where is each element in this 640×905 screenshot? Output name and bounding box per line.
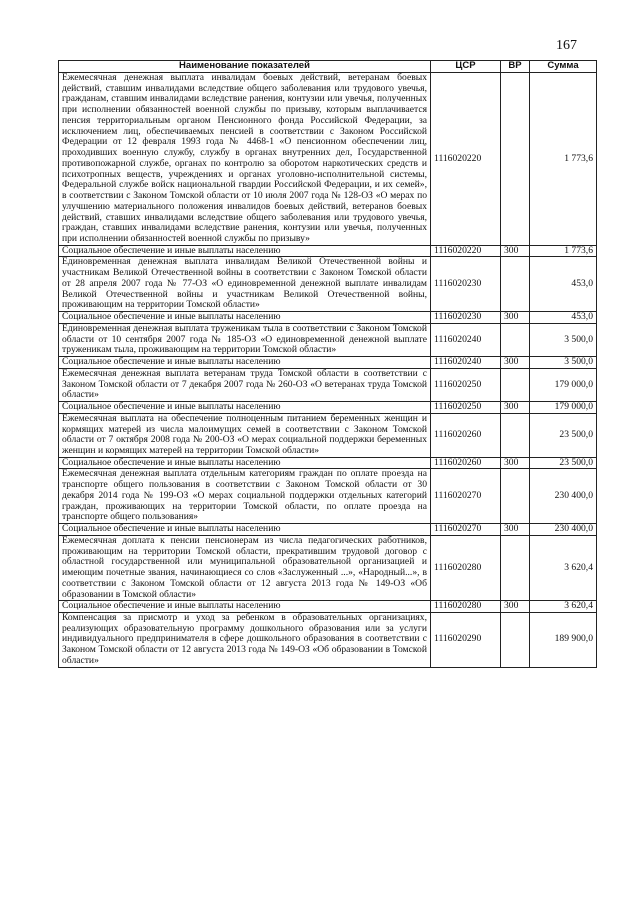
row-name: Ежемесячная денежная выплата инвалидам боевых действий, ветеранам боевых действий, ставшим инвалидами вследствие общего заболевания или трудового увечья, гражданам, ставшим инвалидами вследствие ранения, контузии или увечья, полученных при исполнении обязанностей военной службы по призыву, которым выплачивается пенсия территориальным органом Пенсионного фонда Российской Федерации, за исключением лиц, обеспечиваемых пенсией в соответствии с Законом Российской Федерации от 12 февраля 1993 года № 4468-1 «О пенсионном обеспечении лиц, проходивших военную службу, службу в органах внутренних дел, Государственной противопожарной службе, органах по контролю за оборотом наркотических средств и психотропных веществ, учреждениях и органах уголовно-исполнительной системы, Федеральной службе войск национальной гвардии Российской Федерации, и их семей», в соответствии с Законом Томской области от 10 июля 2007 года № 128-ОЗ «О мерах по улучшению материального положения инвалидов боевых действий, ветеранов боевых действий, ставших инвалидами вследствие общего заболевания или трудового увечья, граждан, ставших инвалидами вследствие ранения, контузии или увечья, полученных при исполнении обязанностей военной службы по призыву» <box>59 73 431 246</box>
row-sum: 1 773,6 <box>530 73 597 246</box>
row-csr: 1116020280 <box>431 601 501 613</box>
row-csr: 1116020260 <box>431 457 501 469</box>
table-row <box>59 73 597 246</box>
row-sum: 1 773,6 <box>530 245 597 257</box>
row-csr: 1116020250 <box>431 402 501 414</box>
row-sum: 23 500,0 <box>530 413 597 457</box>
row-sum: 453,0 <box>530 312 597 324</box>
row-name: Единовременная денежная выплата труженикам тыла в соответствии с Законом Томской области от 10 сентября 2007 года № 185-ОЗ «О единовременной денежной выплате труженикам тыла, проживающим на территории Томской области» <box>59 323 431 356</box>
row-vr <box>501 73 530 246</box>
header-vr: ВР <box>501 61 530 73</box>
row-sum: 179 000,0 <box>530 368 597 401</box>
row-vr <box>501 535 530 600</box>
row-vr <box>501 612 530 667</box>
row-csr: 1116020250 <box>431 368 501 401</box>
row-csr: 1116020220 <box>431 73 501 246</box>
row-csr: 1116020280 <box>431 535 501 600</box>
table-header-row <box>59 61 597 73</box>
row-name: Ежемесячная выплата на обеспечение полноценным питанием беременных женщин и кормящих матерей из числа малоимущих семей в соответствии с Законом Томской области от 7 октября 2008 года № 200-ОЗ «О мерах социальной поддержки беременных женщин и кормящих матерей на территории Томской области» <box>59 413 431 457</box>
row-vr <box>501 413 530 457</box>
row-sum: 230 400,0 <box>530 524 597 536</box>
table-row <box>59 257 597 312</box>
row-sum: 3 620,4 <box>530 601 597 613</box>
row-name: Социальное обеспечение и иные выплаты населению <box>59 245 431 257</box>
table-row <box>59 601 597 613</box>
row-csr: 1116020270 <box>431 469 501 524</box>
row-csr: 1116020270 <box>431 524 501 536</box>
table-body <box>59 73 597 668</box>
table-row <box>59 413 597 457</box>
table-row <box>59 524 597 536</box>
row-csr: 1116020230 <box>431 312 501 324</box>
row-vr: 300 <box>501 357 530 369</box>
table-row <box>59 402 597 414</box>
row-csr: 1116020240 <box>431 357 501 369</box>
header-csr: ЦСР <box>431 61 501 73</box>
row-csr: 1116020260 <box>431 413 501 457</box>
row-name: Социальное обеспечение и иные выплаты населению <box>59 601 431 613</box>
header-sum: Сумма <box>530 61 597 73</box>
row-csr: 1116020290 <box>431 612 501 667</box>
row-vr: 300 <box>501 402 530 414</box>
row-name: Социальное обеспечение и иные выплаты населению <box>59 357 431 369</box>
row-vr <box>501 368 530 401</box>
table-row <box>59 368 597 401</box>
row-name: Социальное обеспечение и иные выплаты населению <box>59 524 431 536</box>
row-sum: 189 900,0 <box>530 612 597 667</box>
row-vr <box>501 469 530 524</box>
row-sum: 179 000,0 <box>530 402 597 414</box>
row-name: Ежемесячная денежная выплата ветеранам труда Томской области в соответствии с Законом Томской области от 7 декабря 2007 года № 260-ОЗ «О ветеранах труда Томской области» <box>59 368 431 401</box>
table-row <box>59 469 597 524</box>
row-name: Ежемесячная доплата к пенсии пенсионерам из числа педагогических работников, проживающим на территории Томской области, прекратившим трудовой договор с областной государственной или муниципальной образовательной организацией и имеющим почетные звания, начинающиеся со слов «Заслуженный ...», «Народный...», в соответствии с Законом Томской области от 12 августа 2013 года № 149-ОЗ «Об образовании в Томской области» <box>59 535 431 600</box>
table-row <box>59 323 597 356</box>
row-csr: 1116020230 <box>431 257 501 312</box>
budget-table <box>58 60 597 668</box>
table-row <box>59 312 597 324</box>
row-vr: 300 <box>501 457 530 469</box>
row-sum: 23 500,0 <box>530 457 597 469</box>
row-name: Социальное обеспечение и иные выплаты населению <box>59 312 431 324</box>
table-row <box>59 245 597 257</box>
row-vr: 300 <box>501 601 530 613</box>
table-row <box>59 535 597 600</box>
row-sum: 3 500,0 <box>530 357 597 369</box>
row-name: Компенсация за присмотр и уход за ребенком в образовательных организациях, реализующих образовательную программу дошкольного образования или за услуги индивидуального предпринимателя в сфере дошкольного образования в соответствии с Законом Томской области от 12 августа 2013 года № 149-ОЗ «Об образовании в Томской области» <box>59 612 431 667</box>
row-vr: 300 <box>501 312 530 324</box>
row-name: Социальное обеспечение и иные выплаты населению <box>59 457 431 469</box>
row-sum: 3 620,4 <box>530 535 597 600</box>
table-row <box>59 612 597 667</box>
row-csr: 1116020220 <box>431 245 501 257</box>
table-row <box>59 357 597 369</box>
page-number: 167 <box>556 38 577 53</box>
row-vr: 300 <box>501 524 530 536</box>
header-name: Наименование показателей <box>59 61 431 73</box>
row-vr: 300 <box>501 245 530 257</box>
row-name: Социальное обеспечение и иные выплаты населению <box>59 402 431 414</box>
row-name: Единовременная денежная выплата инвалидам Великой Отечественной войны и участникам Великой Отечественной войны в соответствии с Законом Томской области от 28 апреля 2007 года № 77-ОЗ «О единовременной денежной выплате инвалидам Великой Отечественной войны и участникам Великой Отечественной войны, проживающим на территории Томской области» <box>59 257 431 312</box>
row-csr: 1116020240 <box>431 323 501 356</box>
row-sum: 453,0 <box>530 257 597 312</box>
row-vr <box>501 257 530 312</box>
row-sum: 3 500,0 <box>530 323 597 356</box>
row-vr <box>501 323 530 356</box>
row-sum: 230 400,0 <box>530 469 597 524</box>
row-name: Ежемесячная денежная выплата отдельным категориям граждан по оплате проезда на транспорте общего пользования в соответствии с Законом Томской области от 30 декабря 2014 года № 199-ОЗ «О мерах социальной поддержки отдельных категорий граждан, проживающих на территории Томской области, по оплате проезда на транспорте общего пользования» <box>59 469 431 524</box>
table-row <box>59 457 597 469</box>
